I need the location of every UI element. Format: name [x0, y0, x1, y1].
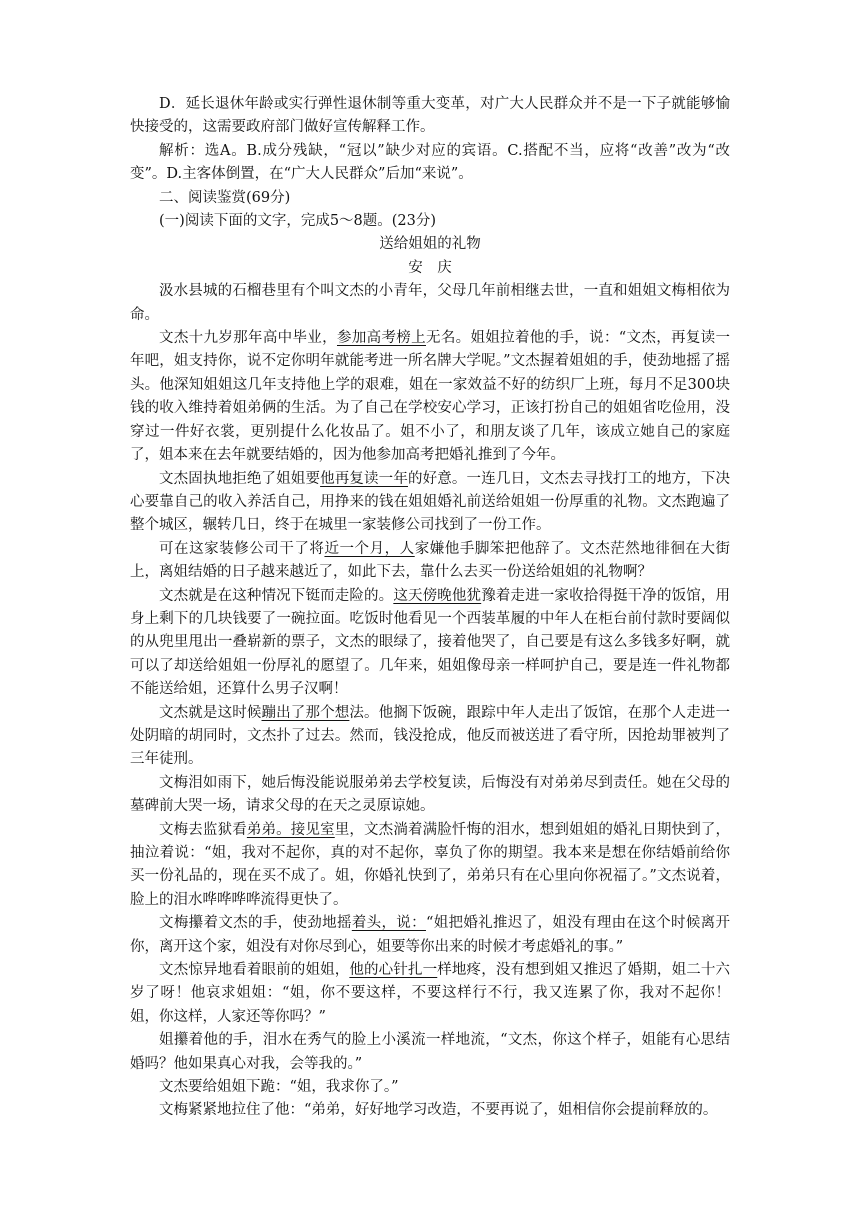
story-paragraph-9	[130, 912, 730, 959]
option-d-paragraph: D．延长退休年龄或实行弹性退休制等重大变革，对广大人民群众并不是一下子就能够愉快接受的，这需要政府部门做好宣传解释工作。	[130, 96, 730, 136]
underlined-phrase: 这天傍晚他犹	[393, 587, 482, 604]
paragraph-text: 无名。姐姐拉着他的手，说：“文杰，再复读一年吧，姐支持你，说不定你明年就能考进一所名牌大学呢。”文杰握着姐姐的手，使劲地摇了摇头。他深知姐姐这几年支持他上学的艰难，姐在一家效益不好的纺织厂上班，每月不足300块钱的收入维持着姐弟俩的生活。为了自己在学校安心学习，正该打扮自己的姐姐省吃俭用，没穿过一件好衣裳，更别提什么化妆品了。姐不小了，和朋友谈了几年，该成立她自己的家庭了，姐本来在去年就要结婚的，因为他参加高考把婚礼推到了今年。	[130, 330, 731, 464]
paragraph-text: 文杰十九岁那年高中毕业，	[159, 330, 337, 347]
paragraph-text: 文杰就是这时候	[159, 704, 262, 721]
paragraph-text: 文杰就是在这种情况下铤而走险的。	[159, 587, 394, 604]
section-title: 二、阅读鉴赏(69分)	[159, 189, 291, 206]
paragraph-text: 文梅攥着文杰的手，使劲地摇	[159, 915, 352, 932]
story-paragraph-13: 文梅紧紧地拉住了他：“弟弟，好好地学习改造，不要再说了，姐相信你会提前释放的。	[159, 1102, 718, 1119]
story-paragraph-4	[130, 538, 730, 585]
paragraph-text: “姐把婚礼推迟了，姐没有理由在这个时候离开你，离开这个家，姐没有对你尽到心，姐要等你出来的时候才考虑婚礼的事。”	[130, 915, 730, 955]
story-paragraph-5	[130, 585, 730, 702]
story-paragraph-3	[130, 468, 730, 538]
underlined-phrase: 参加高考榜上	[336, 330, 426, 347]
paragraph-text: 里，文杰淌着满脸忏悔的泪水，想到姐姐的婚礼日期快到了，抽泣着说：“姐，我对不起你，真的对不起你，辜负了你的期望。我本来是想在你结婚前给你买一份礼品的，现在买不成了。姐，你婚礼快到了，弟弟只有在心里向你祝福了。”文杰说着，脸上的泪水哗哗哗哗流得更快了。	[130, 821, 731, 908]
underlined-phrase: 弟弟。接见室	[246, 821, 335, 838]
story-paragraph-2	[130, 327, 730, 467]
story-title: 送给姐姐的礼物	[379, 236, 481, 253]
story-paragraph-7: 文梅泪如雨下，她后悔没能说服弟弟去学校复读，后悔没有对弟弟尽到责任。她在父母的墓碑前大哭一场，请求父母的在天之灵原谅她。	[130, 774, 730, 815]
story-paragraph-6	[130, 702, 730, 772]
paragraph-text: 文梅去监狱看	[159, 821, 247, 838]
underlined-phrase: 近一个月，人	[324, 540, 415, 557]
underlined-phrase: 蹦出了那个想	[261, 704, 350, 721]
underlined-phrase: 他再复读一年	[320, 470, 408, 487]
paragraph-text: 样地疼，没有想到姐又推迟了婚期，姐二十六岁了呀！他哀求姐姐：“姐，你不要这样，不要这样行不行，我又连累了你，我对不起你！姐，你这样，人家还等你吗？”	[130, 962, 731, 1025]
paragraph-text: 可在这家装修公司干了将	[159, 540, 325, 557]
story-paragraph-1: 汲水县城的石榴巷里有个叫文杰的小青年，父母几年前相继去世，一直和姐姐文梅相依为命。	[130, 283, 730, 323]
subsection-title: (一)阅读下面的文字，完成5～8题。(23分)	[159, 213, 437, 230]
paragraph-text: 法。他搁下饭碗，跟踪中年人走出了饭馆，在那个人走进一处阴暗的胡同时，文杰扑了过去。然而，钱没抢成，他反而被送进了看守所，因抢劫罪被判了三年徒刑。	[130, 704, 731, 768]
paragraph-text: 豫着走进一家收拾得挺干净的饭馆，用身上剩下的几块钱要了一碗拉面。吃饭时他看见一个西装革履的中年人在柜台前付款时要阔似的从兜里甩出一叠崭新的票子，文杰的眼绿了，接着他哭了，自己要是有这么多钱多好啊，就可以了却送给姐姐一份厚礼的愿望了。几年来，姐姐像母亲一样呵护自己，要是连一件礼物都不能送给姐，还算什么男子汉啊！	[130, 587, 731, 698]
document-body	[130, 93, 730, 1123]
underlined-phrase: 着头，说：	[351, 915, 426, 932]
paragraph-text: 家嫌他手脚笨把他辞了。文杰茫然地徘徊在大街上，离姐结婚的日子越来越近了，如此下去，靠什么去买一份送给姐姐的礼物啊？	[130, 540, 731, 581]
analysis-paragraph: 解析：选A。B.成分残缺，“冠以”缺少对应的宾语。C.搭配不当，应将“改善”改为“改变”。D.主客体倒置，在“广大人民群众”后加“来说”。	[130, 142, 730, 183]
paragraph-text: 的好意。一连几日，文杰去寻找打工的地方，下决心要靠自己的收入养活自己，用挣来的钱在姐姐婚礼前送给姐姐一份厚重的礼物。文杰跑遍了整个城区，辗转几日，终于在城里一家装修公司找到了一份工作。	[130, 470, 731, 534]
story-paragraph-8	[130, 819, 730, 913]
paragraph-text: 文杰惊异地看着眼前的姐姐，	[159, 962, 350, 979]
story-paragraph-12: 文杰要给姐姐下跪：“姐，我求你了。”	[159, 1079, 399, 1096]
paragraph-text: 文杰固执地拒绝了姐姐要	[159, 470, 321, 487]
story-paragraph-10	[130, 959, 730, 1029]
story-paragraph-11: 姐攥着他的手，泪水在秀气的脸上小溪流一样地流，“文杰，你这个样子，姐能有心思结婚吗？他如果真心对我，会等我的。”	[130, 1032, 730, 1072]
story-author: 安 庆	[408, 259, 452, 276]
underlined-phrase: 他的心针扎一	[349, 962, 438, 979]
